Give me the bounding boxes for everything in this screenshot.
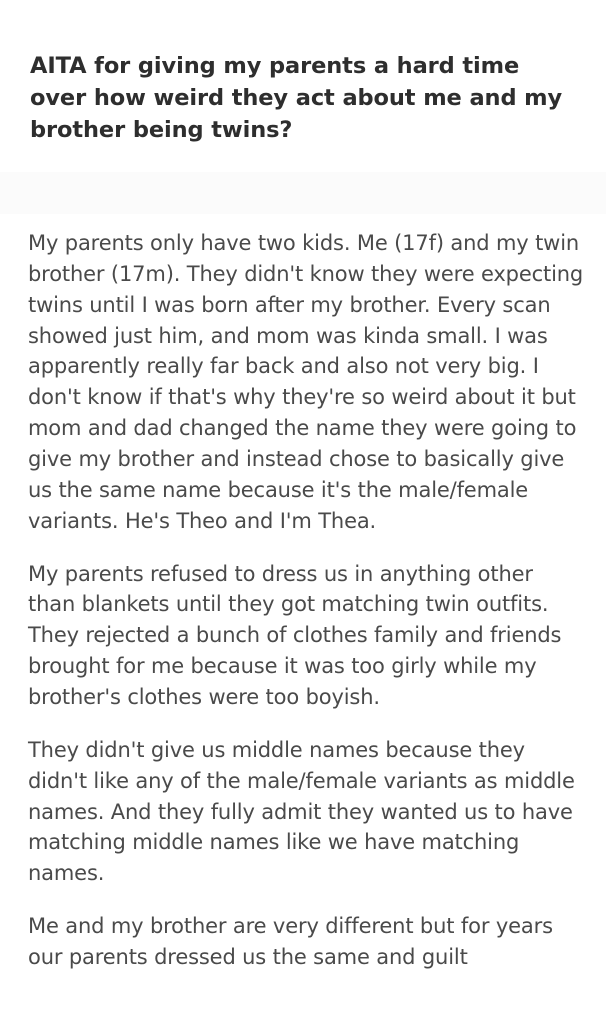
post-paragraph: My parents refused to dress us in anything other than blankets until they got matching twin outfits. They rejected a bunch of clothes family and friends brought for me because it was too girly while my brother's clothes were too boyish.: [28, 561, 562, 710]
post-paragraph: Me and my brother are very different but for years our parents dressed us the same and guilt: [28, 914, 553, 970]
post-body: [28, 228, 584, 973]
page-title: AITA for giving my parents a hard time over how weird they act about me and my brother being twins?: [30, 53, 563, 143]
title-body-divider: [0, 172, 606, 214]
post-paragraph: They didn't give us middle names because they didn't like any of the male/female variants as middle names. And they fully admit they wanted us to have matching middle names like we have matching names.: [28, 737, 575, 886]
post-paragraph: My parents only have two kids. Me (17f) and my twin brother (17m). They didn't know they were expecting twins until I was born after my brother. Every scan showed just him, and mom was kinda small. I was apparently really far back and also not very big. I don't know if that's why they're so weird about it but mom and dad changed the name they were going to give my brother and instead chose to basically give us the same name because it's the male/female variants. He's Theo and I'm Thea.: [28, 231, 584, 533]
